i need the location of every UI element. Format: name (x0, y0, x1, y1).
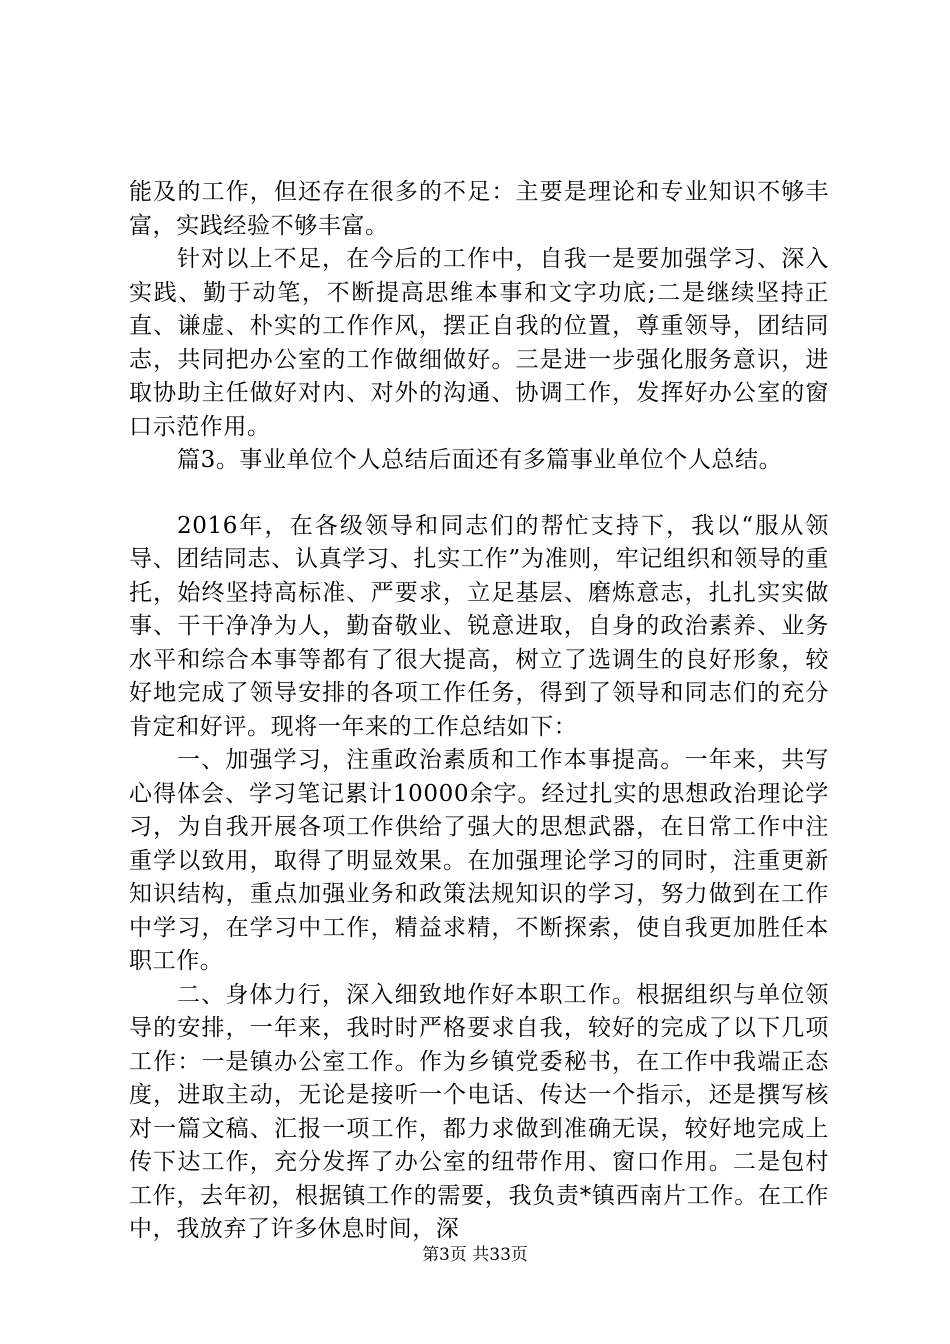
page-footer: 第3页 共33页 (422, 1245, 528, 1265)
paragraph-intro-2016: 2016年，在各级领导和同志们的帮忙支持下，我以“服从领导、团结同志、认真学习、扎实工作”为准则，牢记组织和领导的重托，始终坚持高标准、严要求，立足基层、磨炼意志，扎扎实实做事、干干净净为人，勤奋敬业、锐意进取，自身的政治素养、业务水平和综合本事等都有了很大提高，树立了选调生的良好形象，较好地完成了领导安排的各项工作任务，得到了领导和同志们的充分肯定和好评。现将一年来的工作总结如下： (129, 512, 829, 740)
paragraph-improvement-plan: 针对以上不足，在今后的工作中，自我一是要加强学习、深入实践、勤于动笔，不断提高思维本事和文字功底;二是继续坚持正直、谦虚、朴实的工作作风，摆正自我的位置，尊重领导，团结同志，共同把办公室的工作做细做好。三是进一步强化服务意识，进取协助主任做好对内、对外的沟通、协调工作，发挥好办公室的窗口示范作用。 (129, 246, 829, 440)
paragraph-gap (129, 478, 829, 510)
paragraph-point-two: 二、身体力行，深入细致地作好本职工作。根据组织与单位领导的安排，一年来，我时时严格要求自我，较好的完成了以下几项工作：一是镇办公室工作。作为乡镇党委秘书，在工作中我端正态度，进取主动，无论是接听一个电话、传达一个指示，还是撰写核对一篇文稿、汇报一项工作，都力求做到准确无误，较好地完成上传下达工作，充分发挥了办公室的纽带作用、窗口作用。二是包村工作，去年初，根据镇工作的需要，我负责*镇西南片工作。在工作中，我放弃了许多休息时间，深 (129, 981, 829, 1242)
document-body (129, 176, 829, 1247)
paragraph-point-one: 一、加强学习，注重政治素质和工作本事提高。一年来，共写心得体会、学习笔记累计10000余字。经过扎实的思想政治理论学习，为自我开展各项工作供给了强大的思想武器，在日常工作中注重学以致用，取得了明显效果。在加强理论学习的同时，注重更新知识结构，重点加强业务和政策法规知识的学习，努力做到在工作中学习，在学习中工作，精益求精，不断探索，使自我更加胜任本职工作。 (129, 747, 829, 974)
paragraph-continuation: 能及的工作，但还存在很多的不足：主要是理论和专业知识不够丰富，实践经验不够丰富。 (129, 179, 829, 239)
paragraph-section-heading: 篇3。事业单位个人总结后面还有多篇事业单位个人总结。 (177, 447, 783, 473)
